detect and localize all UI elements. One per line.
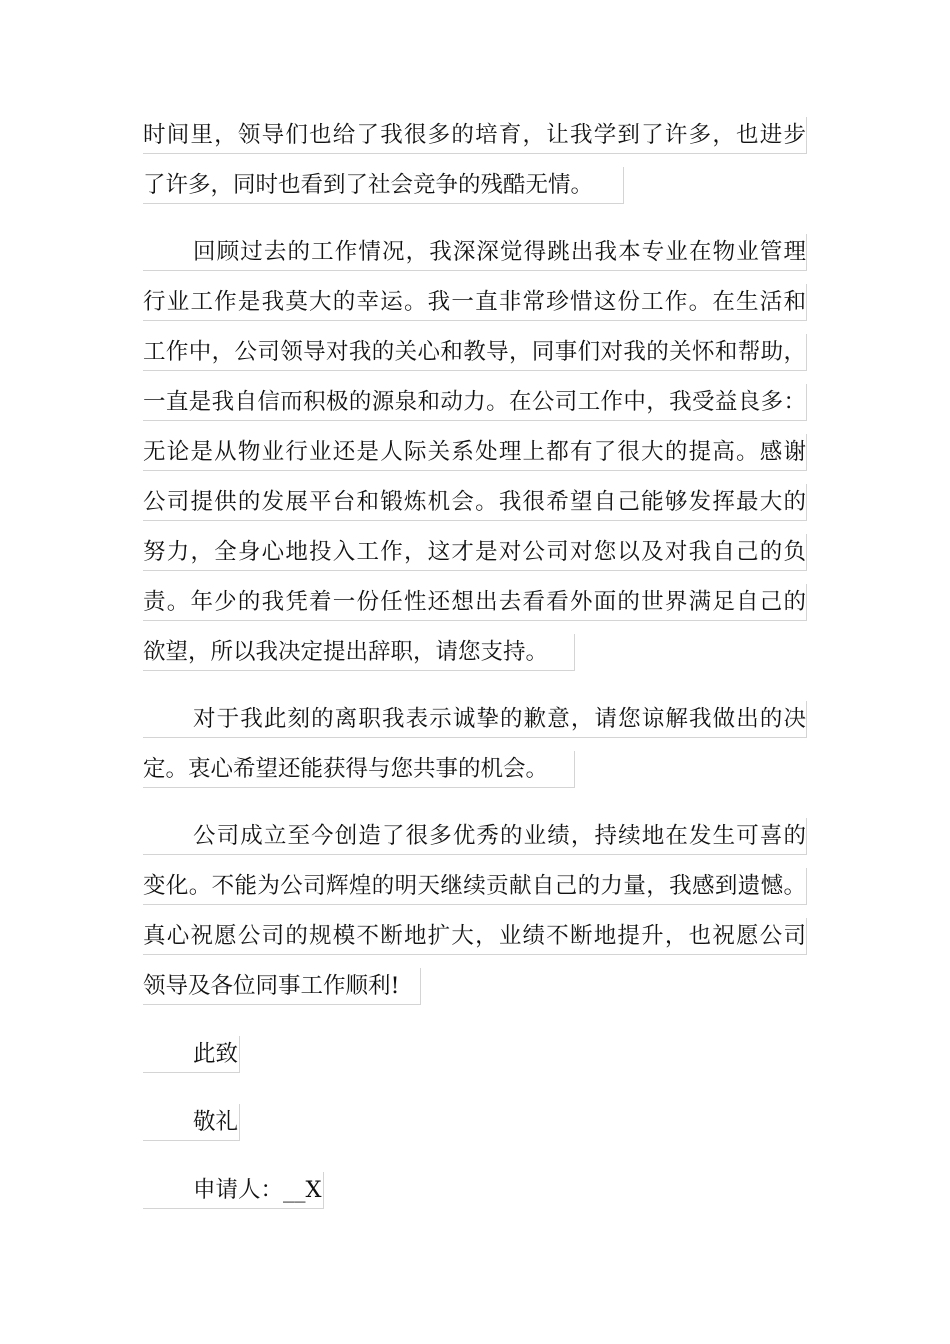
paragraph-2-line-3: 工作中，公司领导对我的关心和教导，同事们对我的关怀和帮助， <box>143 334 807 371</box>
paragraph-2-line-5: 无论是从物业行业还是人际关系处理上都有了很大的提高。感谢 <box>143 434 807 471</box>
paragraph-4-line-3: 真心祝愿公司的规模不断地扩大，业绩不断地提升，也祝愿公司 <box>143 918 807 955</box>
paragraph-4-line-2: 变化。不能为公司辉煌的明天继续贡献自己的力量，我感到遗憾。 <box>143 868 807 905</box>
paragraph-2-line-1: 回顾过去的工作情况，我深深觉得跳出我本专业在物业管理 <box>143 234 807 271</box>
paragraph-1-line-1: 时间里，领导们也给了我很多的培育，让我学到了许多，也进步 <box>143 117 807 154</box>
applicant-signature-line: 申请人：__X <box>143 1172 324 1209</box>
paragraph-1-line-2: 了许多，同时也看到了社会竞争的残酷无情。 <box>143 167 624 204</box>
paragraph-2-line-6: 公司提供的发展平台和锻炼机会。我很希望自己能够发挥最大的 <box>143 484 807 521</box>
paragraph-2-line-8: 责。年少的我凭着一份任性还想出去看看外面的世界满足自己的 <box>143 584 807 621</box>
closing-regards: 敬礼 <box>143 1104 240 1141</box>
closing-salutation: 此致 <box>143 1036 240 1073</box>
paragraph-4-line-1: 公司成立至今创造了很多优秀的业绩，持续地在发生可喜的 <box>143 818 807 855</box>
paragraph-2-line-9: 欲望，所以我决定提出辞职，请您支持。 <box>143 634 575 671</box>
paragraph-2-line-4: 一直是我自信而积极的源泉和动力。在公司工作中，我受益良多： <box>143 384 807 421</box>
paragraph-3-line-1: 对于我此刻的离职我表示诚挚的歉意，请您谅解我做出的决 <box>143 701 807 738</box>
paragraph-4-line-4: 领导及各位同事工作顺利! <box>143 968 421 1005</box>
paragraph-3-line-2: 定。衷心希望还能获得与您共事的机会。 <box>143 751 575 788</box>
paragraph-2-line-2: 行业工作是我莫大的幸运。我一直非常珍惜这份工作。在生活和 <box>143 284 807 321</box>
paragraph-2-line-7: 努力，全身心地投入工作，这才是对公司对您以及对我自己的负 <box>143 534 807 571</box>
